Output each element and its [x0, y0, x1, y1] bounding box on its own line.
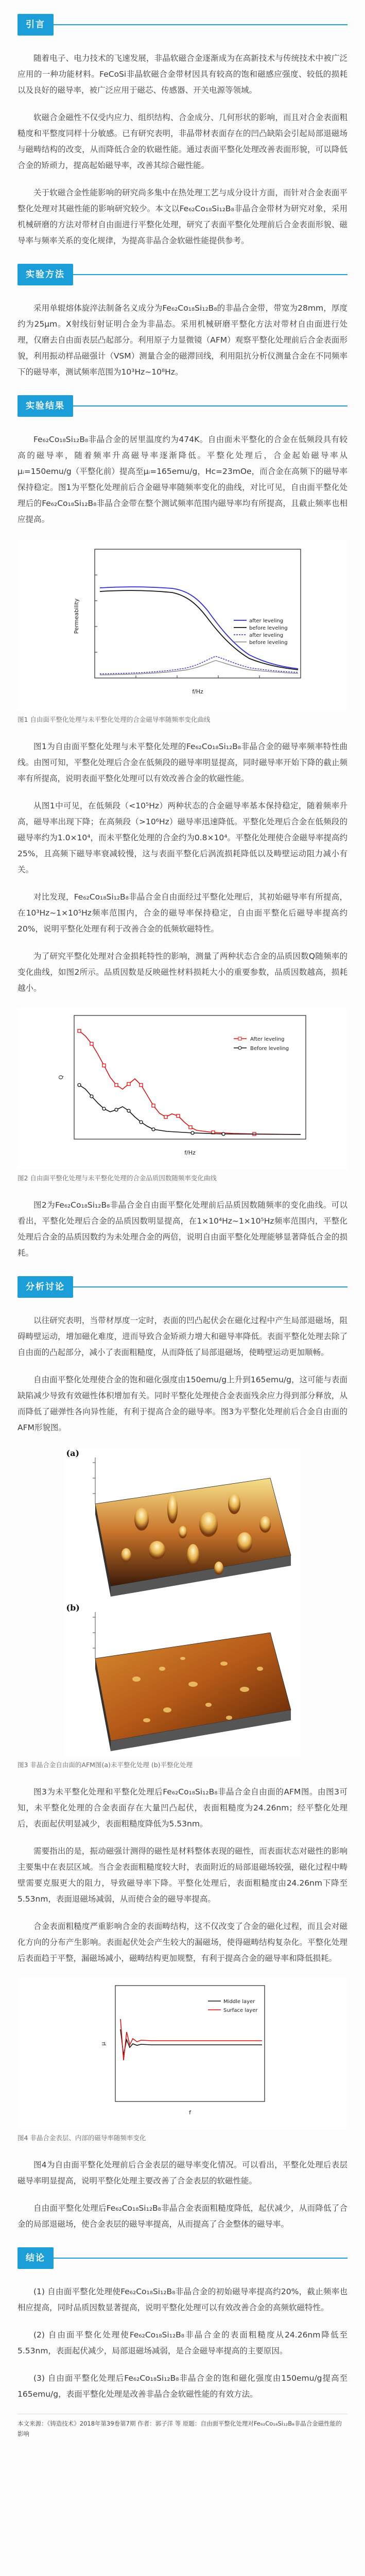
- legend-label: Before leveling: [250, 1046, 289, 1052]
- paragraph: 合金表面粗糙度严重影响合金的表面畴结构，这不仅改变了合金的磁化过程，而且会对磁化方向的分布产生影响。表面起伏处会产生较大的漏磁场，使得磁畴结构复杂化。平整化处理后表面趋于平整，漏磁场减小，磁畴结构更加规整，有利于提高合金的磁导率和降低损耗。: [18, 1922, 347, 1963]
- paragraph: 自由面平整化处理使合金的饱和磁化强度由150emu/g上升到165emu/g，这可能与表面缺陷减少导致有效磁性体积增加有关。同时平整化处理使合金表面残余应力得到部分释放，从而降低了磁弹性各向异性能，有利于提高合金的磁导率。图3为平整化处理前后合金自由面的AFM形貌图。: [18, 1375, 347, 1432]
- paragraph: 随着电子、电力技术的飞速发展，非晶软磁合金逐渐成为在高新技术与传统技术中被广泛应用的一种功能材料。FeCoSi非晶软磁合金带材因具有较高的饱和磁感应强度、较低的损耗以及良好的磁导率，被广泛应用于磁芯、传感器、开关电源等领域。: [18, 54, 347, 95]
- figure-caption: 图4 非晶合金表层、内部的磁导率随频率变化: [18, 2134, 146, 2142]
- section-divider: [73, 1286, 347, 1287]
- section-divider: [73, 274, 347, 275]
- figure-4: [18, 1978, 347, 2144]
- section-divider: [54, 2258, 347, 2259]
- afm-label-b: (b): [66, 1603, 80, 1613]
- section-header-intro: [18, 12, 347, 37]
- layer-permeability-chart: [18, 1978, 347, 2127]
- section-title: 分析讨论: [18, 1276, 73, 1298]
- section-title: 实验结果: [18, 395, 73, 417]
- x-axis-label: f/Hz: [192, 688, 203, 695]
- section-header-conclusion: [18, 2246, 347, 2270]
- section-header-results: [18, 394, 347, 418]
- x-axis-label: f: [189, 2109, 191, 2116]
- y-axis-label: μ: [100, 2042, 107, 2046]
- afm-panel-a: [64, 1447, 301, 1602]
- paragraph: 图1为自由面平整化处理与未平整化处理的Fe₆₂Co₁₈Si₁₂B₈非晶合金的磁导率频率特性曲线。由图可知，平整化处理后合金在低频段的磁导率明显提高，同时磁导率开始下降的截止频率有所提高，说明表面平整化处理可以有效改善合金的软磁性能。: [18, 742, 347, 783]
- afm-panel-b: [64, 1602, 301, 1756]
- legend-label: before leveling: [249, 625, 288, 631]
- y-axis-label: Q: [58, 1075, 64, 1080]
- section-title: 结论: [18, 2247, 54, 2269]
- paragraph: 需要指出的是，振动磁强计测得的磁性是材料整体表现的磁性，而表面状态对磁性的影响主要集中在表层区域。当合金表面粗糙度较大时，表面附近的局部退磁场较强，磁化过程中畴壁需要克服更大的阻力，导致磁导率下降。平整化处理后，表面粗糙度由24.26nm下降至5.53nm，表面退磁场减弱，从而使合金的磁导率提高。: [18, 1846, 347, 1904]
- legend-label: Middle layer: [223, 1999, 255, 2005]
- conclusion-item: (3) 自由面平整化处理后Fe₆₂Co₁₈Si₁₂B₈非晶合金的饱和磁化强度由150emu/g提高至165emu/g，表面平整化处理是改善非晶合金软磁性能的有效方法。: [18, 2374, 347, 2399]
- paragraph: 软磁合金磁性不仅受内应力、组织结构、合金成分、几何形状的影响，而且对合金表面粗糙度和平整度同样十分敏感。已有研究表明，非晶带材表面存在的凹凸缺陷会引起局部退磁场与磁畴结构的改变，从而降低合金的软磁性能。通过表面平整化处理改善表面形貌，可以降低合金的矫顽力，提高起始磁导率，改善其综合磁性能。: [18, 113, 347, 170]
- section-divider: [54, 24, 347, 25]
- paragraph: 图4为自由面平整化处理前后合金表层的磁导率变化情况。可以看出，平整化处理后表层磁导率明显提高，说明平整化处理主要改善了合金表层的软磁性能。: [18, 2160, 347, 2185]
- legend-label: Surface layer: [223, 2008, 258, 2013]
- conclusion-item: (1) 自由面平整化处理使Fe₆₂Co₁₈Si₁₂B₈非晶合金的初始磁导率提高约20%，截止频率也相应提高，同时品质因数显著提高，说明平整化处理可以有效改善合金的高频软磁特性。: [18, 2287, 347, 2312]
- figure-2: [18, 1008, 347, 1184]
- paragraph: 自由面平整化处理后Fe₆₂Co₁₈Si₁₂B₈非晶合金表面粗糙度降低，起伏减少，从而降低了合金的局部退磁场，使合金表层的磁导率提高，从而提高了合金整体的磁导率。: [18, 2204, 347, 2229]
- conclusion-item: (2) 自由面平整化处理使Fe₆₂Co₁₈Si₁₂B₈非晶合金的表面粗糙度从24.26nm降低至5.53nm，表面起伏减少，局部退磁场减弱，是合金磁导率提高的主要原因。: [18, 2330, 347, 2355]
- paragraph: 图3为未平整化处理和平整化处理后Fe₆₂Co₁₈Si₁₂B₈非晶合金自由面的AFM图。由图3可知，未平整化处理的合金表面存在大量凹凸起伏，表面粗糙度为24.26nm；经平整化处理后，表面起伏明显减少，表面粗糙度降低为5.53nm。: [18, 1787, 347, 1828]
- afm-label-a: (a): [66, 1448, 80, 1458]
- source-footer: 本文来源：《铸造技术》2018年第39卷第7期 作者：郭子洋 等 原题：自由面平整化处理对Fe₆₂Co₁₈Si₁₂B₈非晶合金磁性能的影响: [18, 2414, 347, 2439]
- figure-caption: 图2 自由面平整化处理与未平整化处理的合金品质因数随频率变化曲线: [18, 1174, 217, 1182]
- paragraph: Fe₆₂Co₁₈Si₁₂B₈非晶合金的居里温度约为474K。自由面未平整化的合金在低频段具有较高的磁导率，随着频率升高磁导率逐渐降低。平整化处理后，合金起始磁导率从μᵢ=150emu/g（平整化前）提高至μᵢ=165emu/g，Hc=23mOe，而合金在高频下的磁导率保持稳定。图1为平整化处理前后合金磁导率随频率变化的曲线，对比可见，自由面平整化处理后的Fe₆₂Co₁₈Si₁₂B₈非晶合金带在整个测试频率范围内磁导率均有所提高，且截止频率也相应提高。: [18, 435, 347, 524]
- paragraph: 图2为Fe₆₂Co₁₈Si₁₂B₈非晶合金自由面平整化处理前后品质因数随频率的变化曲线。可以看出，平整化处理后合金的品质因数明显提高，在1×10⁴Hz~1×10⁵Hz频率范围内，平整化处理后合金的品质因数约为未处理合金的两倍，说明自由面平整化处理能够显著降低合金的损耗。: [18, 1200, 347, 1258]
- paragraph: 为了研究平整化处理对合金损耗特性的影响，测量了两种状态合金的品质因数Q随频率的变化曲线，如图2所示。品质因数是反映磁性材料损耗大小的重要参数，品质因数越高，损耗越小。: [18, 952, 347, 993]
- legend-label: after leveling: [249, 618, 284, 624]
- paragraph: 采用单辊熔体旋淬法制备名义成分为Fe₆₂Co₁₈Si₁₂B₈的非晶合金带，带宽为28mm，厚度约为25μm。X射线衍射证明合金为非晶态。采用机械研磨平整化方法对带材自由面进行处理，仅磨去自由面表层凸起部分。利用原子力显微镜（AFM）观察平整化处理前后合金表面形貌，利用振动样品磁强计（VSM）测量合金的磁滞回线，利用阻抗分析仪测量合金在不同频率下的磁导率，测试频率范围为10³Hz~10⁸Hz。: [18, 303, 347, 377]
- paragraph: 以往研究表明，当带材厚度一定时，表面的凹凸起伏会在磁化过程中产生局部退磁场，阻碍畴壁运动，增加磁化难度，进而导致合金矫顽力增大和磁导率降低。表面平整化处理去除了自由面的凸起部分，减小了表面粗糙度，从而降低了局部退磁场，使畴壁运动更加顺畅。: [18, 1316, 347, 1357]
- figure-caption: 图3 非晶合金自由面的AFM图(a)未平整化处理 (b)平整化处理: [18, 1761, 193, 1769]
- paragraph: 对比发现，Fe₆₂Co₁₈Si₁₂B₈非晶合金自由面经过平整化处理后，其初始磁导率有所提高，在10³Hz~1×10⁵Hz频率范围内，合金的磁导率保持稳定，自由面平整化后磁导率提高约20%，说明平整化处理有利于改善合金的低频软磁特性。: [18, 892, 347, 934]
- permeability-chart: [18, 539, 347, 709]
- figure-1: [18, 539, 347, 725]
- section-title: 引言: [18, 14, 54, 36]
- paragraph: 关于软磁合金性能影响的研究尚多集中在热处理工艺与成分设计方面，而针对合金表面平整化处理对其磁性能的影响研究较少。本文以Fe₆₂Co₁₈Si₁₂B₈非晶合金带材为研究对象，采用机械研磨的方法对带材自由面进行平整化处理，研究了表面平整化处理前后合金表面形貌、磁导率与频率关系的变化规律，为提高非晶合金软磁性能提供参考。: [18, 188, 347, 245]
- legend-label: After leveling: [250, 1037, 285, 1042]
- section-title: 实验方法: [18, 264, 73, 285]
- quality-factor-chart: [18, 1008, 347, 1167]
- afm-images: [64, 1447, 301, 1756]
- legend-label: before leveling: [249, 640, 288, 646]
- section-header-analysis: [18, 1275, 347, 1299]
- legend-label: after leveling: [249, 633, 284, 638]
- section-header-method: [18, 262, 347, 287]
- section-divider: [73, 405, 347, 406]
- figure-caption: 图1 自由面平整化处理与未平整化处理的合金磁导率随频率变化曲线: [18, 716, 211, 723]
- x-axis-label: f/Hz: [184, 1149, 196, 1156]
- figure-3: [18, 1447, 347, 1771]
- paragraph: 从图1中可见，在低频段（<10⁵Hz）两种状态的合金磁导率基本保持稳定，随着频率升高，磁导率出现下降；在高频段（>10⁶Hz）磁导率迅速降低。平整化处理后合金在低频段的磁导率约为1.0×10⁴，而未平整化处理的合金约为0.8×10⁴。平整化处理使合金磁导率提高约25%，且高频下磁导率衰减较慢，这与表面平整化后涡流损耗降低以及畴壁运动阻力减小有关。: [18, 801, 347, 874]
- y-axis-label: Permeability: [73, 598, 80, 634]
